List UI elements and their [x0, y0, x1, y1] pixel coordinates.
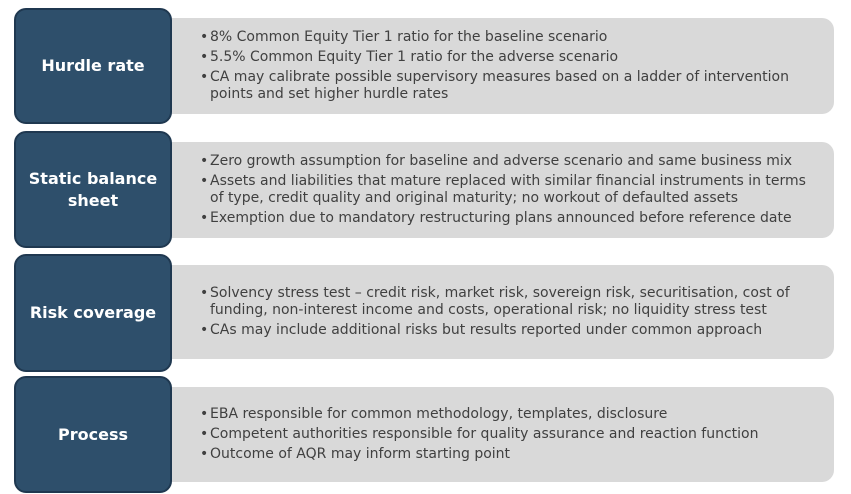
- bullet-item: • Competent authorities responsible for quality assurance and reaction function: [200, 426, 820, 443]
- bullet-item: • Outcome of AQR may inform starting point: [200, 446, 820, 463]
- bullet-item: • 8% Common Equity Tier 1 ratio for the baseline scenario: [200, 29, 820, 46]
- bullet-item: • 5.5% Common Equity Tier 1 ratio for the adverse scenario: [200, 49, 820, 66]
- panel-risk-coverage: [150, 265, 834, 359]
- bullet-item: • Zero growth assumption for baseline and adverse scenario and same business mix: [200, 153, 820, 170]
- bullet-item: • Assets and liabilities that mature replaced with similar financial instruments in terms of type, credit quality and original maturity; no workout of defaulted assets: [200, 173, 820, 207]
- row-process: [0, 372, 851, 494]
- panel-static-balance-sheet: [150, 142, 834, 238]
- panel-hurdle-rate: [150, 18, 834, 114]
- label-risk-coverage: Risk coverage: [29, 303, 157, 322]
- label-box-process: [14, 376, 172, 493]
- label-box-static-balance-sheet: [14, 131, 172, 248]
- label-static-balance-sheet: Static balance sheet: [28, 168, 158, 210]
- row-static-balance-sheet: [0, 124, 851, 248]
- label-hurdle-rate: Hurdle rate: [41, 56, 145, 75]
- label-process: Process: [58, 424, 128, 444]
- bullet-item: • Exemption due to mandatory restructuring plans announced before reference date: [200, 210, 820, 227]
- row-hurdle-rate: [0, 0, 851, 124]
- row-risk-coverage: [0, 248, 851, 372]
- bullet-list-hurdle-rate: [200, 27, 820, 106]
- panel-process: [150, 387, 834, 482]
- label-box-risk-coverage: [14, 254, 172, 372]
- bullet-item: • Solvency stress test – credit risk, market risk, sovereign risk, securitisation, cost of funding, non-interest income and costs, operational risk; no liquidity stress test: [200, 285, 820, 319]
- bullet-item: • EBA responsible for common methodology, templates, disclosure: [200, 406, 820, 423]
- bullet-list-risk-coverage: [200, 283, 820, 342]
- bullet-item: • CAs may include additional risks but results reported under common approach: [200, 322, 820, 339]
- bullet-list-static-balance-sheet: [200, 151, 820, 230]
- bullet-item: • CA may calibrate possible supervisory measures based on a ladder of intervention points and set higher hurdle rates: [200, 69, 820, 103]
- label-box-hurdle-rate: [14, 8, 172, 124]
- bullet-list-process: [200, 404, 820, 466]
